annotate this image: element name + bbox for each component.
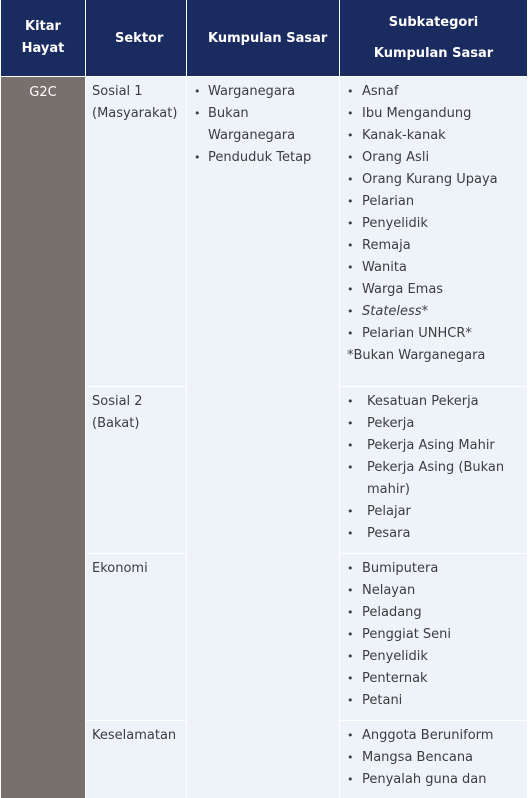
bullet-icon: • bbox=[194, 107, 201, 120]
bullet-icon: • bbox=[347, 562, 354, 575]
subcategory-item: Kanak-kanak bbox=[362, 128, 446, 143]
list-item bbox=[347, 279, 523, 301]
subcategory-item: Kesatuan Pekerja bbox=[367, 394, 479, 409]
list-item bbox=[347, 391, 523, 413]
bullet-icon: • bbox=[347, 417, 354, 430]
list-item bbox=[347, 523, 523, 545]
subcategory-item: Pelajar bbox=[367, 504, 411, 519]
list-item bbox=[347, 747, 523, 769]
subcategory-item: Remaja bbox=[362, 238, 411, 253]
list-item bbox=[347, 624, 523, 646]
subcategory-item: Penternak bbox=[362, 671, 428, 686]
bullet-icon: • bbox=[347, 305, 354, 318]
subcategory-item: Penyalah guna dan bbox=[362, 772, 487, 787]
subcategory-cell-keselamatan bbox=[340, 721, 527, 798]
sector-label-line: Keselamatan bbox=[92, 728, 177, 743]
list-item bbox=[347, 501, 523, 523]
header-sector-label: Sektor bbox=[115, 30, 164, 46]
header-subcategory-line1: Subkategori bbox=[388, 15, 479, 30]
list-item bbox=[347, 169, 523, 191]
subcategory-item: Pekerja Asing Mahir bbox=[367, 438, 495, 453]
bullet-icon: • bbox=[347, 173, 354, 186]
header-target-group bbox=[187, 0, 339, 76]
bullet-icon: • bbox=[347, 751, 354, 764]
bullet-icon: • bbox=[347, 628, 354, 641]
bullet-icon: • bbox=[347, 261, 354, 274]
bullet-icon: • bbox=[347, 129, 354, 142]
subcategory-item: Penggiat Seni bbox=[362, 627, 452, 642]
list-item bbox=[347, 558, 523, 580]
target-group-list bbox=[194, 81, 335, 169]
bullet-icon: • bbox=[347, 395, 354, 408]
subcategory-item: Nelayan bbox=[362, 583, 416, 598]
bullet-icon: • bbox=[347, 195, 354, 208]
subcategory-item: Asnaf bbox=[362, 84, 399, 99]
list-item bbox=[194, 81, 335, 103]
subcategory-item: Pelarian bbox=[362, 194, 415, 209]
bullet-icon: • bbox=[347, 584, 354, 597]
list-item bbox=[194, 103, 335, 147]
list-item bbox=[347, 725, 523, 747]
list-item bbox=[347, 580, 523, 602]
list-item bbox=[347, 602, 523, 624]
subcategory-item: Pelarian UNHCR* bbox=[362, 326, 472, 341]
bullet-icon: • bbox=[347, 217, 354, 230]
bullet-icon: • bbox=[347, 773, 354, 786]
sector-cell-sosial-2 bbox=[86, 387, 186, 553]
bullet-icon: • bbox=[347, 461, 354, 474]
header-lifecycle-line1: Kitar bbox=[25, 19, 61, 34]
bullet-icon: • bbox=[347, 327, 354, 340]
header-sector bbox=[86, 0, 186, 76]
subcategory-item: Mangsa Bencana bbox=[362, 750, 474, 765]
subcategory-cell-sosial-1 bbox=[340, 77, 527, 386]
list-item bbox=[347, 213, 523, 235]
subcategory-item: Stateless bbox=[362, 304, 422, 319]
subcategory-item: Penyelidik bbox=[362, 216, 428, 231]
subcategory-list bbox=[347, 81, 523, 345]
sector-cell-keselamatan bbox=[86, 721, 186, 798]
bullet-icon: • bbox=[347, 672, 354, 685]
bullet-icon: • bbox=[347, 439, 354, 452]
subcategory-list bbox=[347, 391, 523, 545]
bullet-icon: • bbox=[347, 107, 354, 120]
list-item bbox=[347, 103, 523, 125]
footnote: *Bukan Warganegara bbox=[347, 348, 486, 363]
target-group-label: Bukan Warganegara bbox=[208, 106, 296, 143]
bullet-icon: • bbox=[194, 151, 201, 164]
list-item bbox=[347, 323, 523, 345]
subcategory-item: Orang Kurang Upaya bbox=[362, 172, 498, 187]
header-lifecycle-line2: Hayat bbox=[21, 41, 65, 56]
list-item bbox=[347, 147, 523, 169]
sector-cell-sosial-1 bbox=[86, 77, 186, 386]
sector-cell-ekonomi bbox=[86, 554, 186, 720]
subcategory-cell-sosial-2 bbox=[340, 387, 527, 553]
subcategory-item: Orang Asli bbox=[362, 150, 430, 165]
asterisk-suffix: * bbox=[421, 304, 429, 319]
bullet-icon: • bbox=[194, 85, 201, 98]
subcategory-item: Pekerja bbox=[367, 416, 415, 431]
subcategory-item: Petani bbox=[362, 693, 403, 708]
header-subcategory bbox=[340, 0, 527, 76]
list-item bbox=[347, 690, 523, 712]
subcategory-cell-ekonomi bbox=[340, 554, 527, 720]
sector-label-line: (Masyarakat) bbox=[92, 106, 178, 121]
sector-label-line: Sosial 2 bbox=[92, 394, 143, 409]
bullet-icon: • bbox=[347, 694, 354, 707]
subcategory-item: Ibu Mengandung bbox=[362, 106, 472, 121]
header-subcategory-line2: Kumpulan Sasar bbox=[373, 46, 494, 61]
target-group-label: Penduduk Tetap bbox=[208, 150, 312, 165]
subcategory-item: Warga Emas bbox=[362, 282, 444, 297]
list-item bbox=[194, 147, 335, 169]
list-item bbox=[347, 457, 523, 501]
subcategory-item: Bumiputera bbox=[362, 561, 439, 576]
subcategory-item: Peladang bbox=[362, 605, 422, 620]
target-group-label: Warganegara bbox=[208, 84, 296, 99]
list-item bbox=[347, 646, 523, 668]
subcategory-item: Pekerja Asing (Bukan mahir) bbox=[367, 460, 505, 497]
list-item bbox=[347, 191, 523, 213]
list-item bbox=[347, 435, 523, 457]
bullet-icon: • bbox=[347, 606, 354, 619]
sector-label-line: Ekonomi bbox=[92, 561, 148, 576]
list-item bbox=[347, 413, 523, 435]
bullet-icon: • bbox=[347, 505, 354, 518]
subcategory-item: Pesara bbox=[367, 526, 411, 541]
header-target-group-label: Kumpulan Sasar bbox=[208, 30, 328, 46]
subcategory-item: Anggota Beruniform bbox=[362, 728, 494, 743]
bullet-icon: • bbox=[347, 650, 354, 663]
header-lifecycle bbox=[1, 0, 85, 76]
subcategory-item: Penyelidik bbox=[362, 649, 428, 664]
subcategory-list bbox=[347, 725, 523, 791]
list-item bbox=[347, 257, 523, 279]
bullet-icon: • bbox=[347, 239, 354, 252]
list-item bbox=[347, 301, 523, 323]
sector-label-line: Sosial 1 bbox=[92, 84, 143, 99]
list-item bbox=[347, 668, 523, 690]
subcategory-item: Wanita bbox=[362, 260, 407, 275]
bullet-icon: • bbox=[347, 729, 354, 742]
lifecycle-label: G2C bbox=[29, 85, 57, 100]
list-item bbox=[347, 769, 523, 791]
subcategory-list bbox=[347, 558, 523, 712]
list-item bbox=[347, 125, 523, 147]
bullet-icon: • bbox=[347, 151, 354, 164]
target-group-cell bbox=[187, 77, 339, 798]
sector-label-line: (Bakat) bbox=[92, 416, 140, 431]
list-item bbox=[347, 235, 523, 257]
bullet-icon: • bbox=[347, 527, 354, 540]
list-item bbox=[347, 81, 523, 103]
bullet-icon: • bbox=[347, 85, 354, 98]
bullet-icon: • bbox=[347, 283, 354, 296]
lifecycle-cell bbox=[1, 77, 85, 798]
